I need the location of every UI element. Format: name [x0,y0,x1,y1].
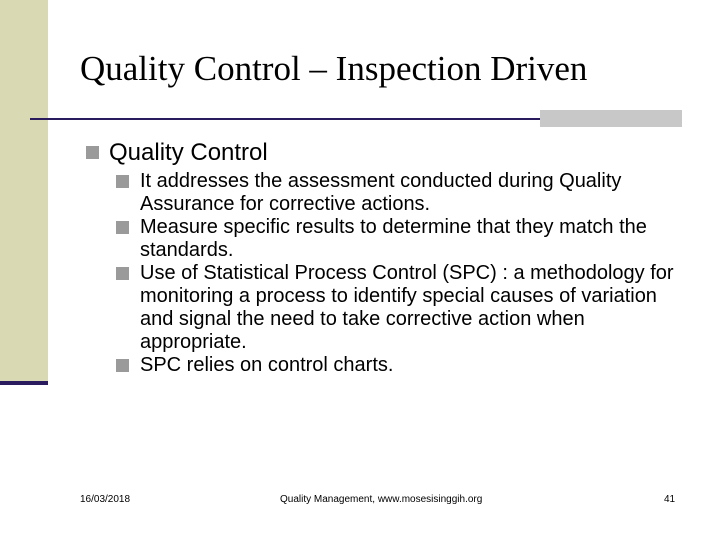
sub-bullet-text: Use of Statistical Process Control (SPC) : a methodology for monitoring a process to identify special causes of variation and signal the need to take corrective action when appropriate. [140,262,674,353]
sub-bullet-item [116,170,696,216]
footer-source: Quality Management, www.mosesisinggih.org [280,494,483,505]
square-bullet-icon [116,359,129,372]
side-accent-line [0,381,48,385]
title-divider-block [540,110,682,127]
sub-bullet-text: Measure specific results to determine that they match the standards. [140,216,647,261]
sub-bullet-item [116,216,696,262]
footer-date: 16/03/2018 [80,494,131,505]
main-bullet-text: Quality Control [109,139,268,166]
sub-bullet-item [116,354,696,377]
square-bullet-icon [116,221,129,234]
square-bullet-icon [116,267,129,280]
sub-bullet-text: SPC relies on control charts. [140,354,394,376]
square-bullet-icon [86,146,99,159]
slide-title: Quality Control – Inspection Driven [80,49,588,88]
title-divider [30,118,540,120]
sub-bullet-list [116,170,696,377]
main-bullet [86,140,268,166]
sub-bullet-item [116,262,696,354]
page-number: 41 [664,494,676,505]
sub-bullet-text: It addresses the assessment conducted during Quality Assurance for corrective actions. [140,170,622,215]
side-decor-band [0,0,48,384]
square-bullet-icon [116,175,129,188]
